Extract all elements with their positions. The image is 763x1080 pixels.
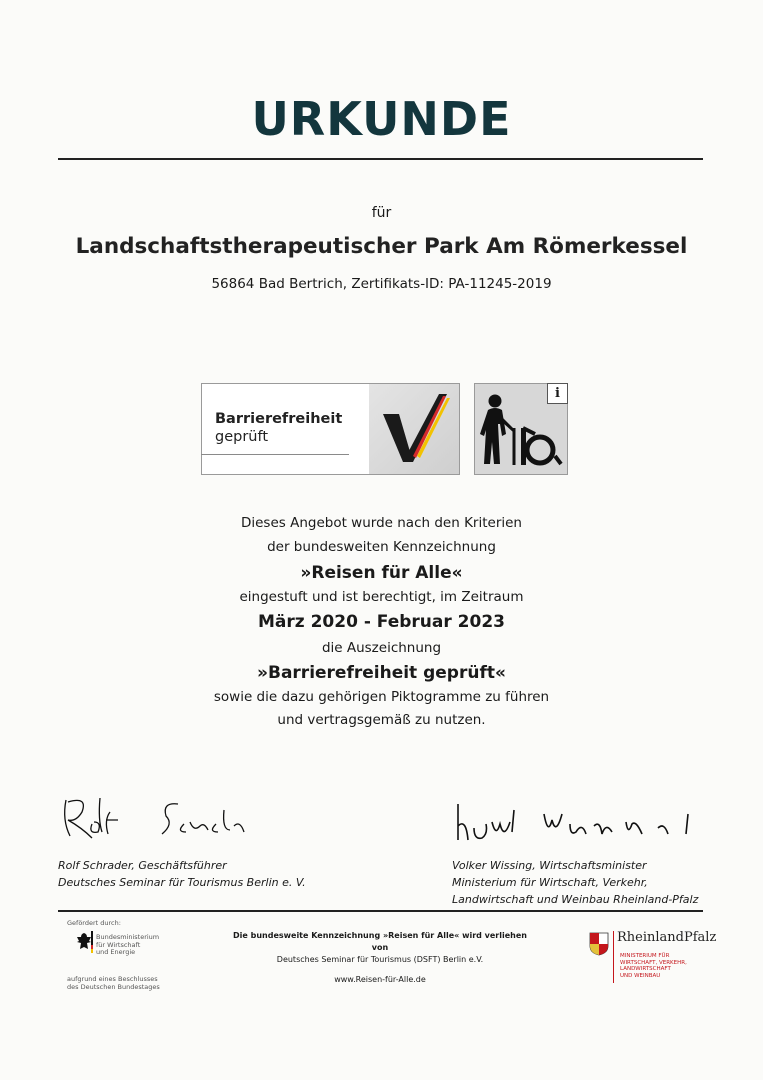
footer-center-line1: Die bundesweite Kennzeichnung »Reisen für Alle« wird verliehen von [233, 931, 527, 952]
check-v-icon [369, 384, 459, 474]
footer-url: www.Reisen-für-Alle.de [334, 975, 426, 984]
signatory-right [452, 857, 698, 908]
label-line1: Barrierefreiheit [215, 411, 343, 427]
label-reisen-fuer-alle: »Reisen für Alle« [300, 563, 463, 583]
for-label: für [371, 205, 392, 221]
flag-gold [91, 949, 93, 953]
rlp-min-line4: UND WEINBAU [620, 972, 661, 979]
body-line-2: der bundesweiten Kennzeichnung [267, 539, 496, 555]
body-line-5: sowie die dazu gehörigen Piktogramme zu führen [213, 689, 550, 705]
bmwi-line2: für Wirtschaft [96, 940, 141, 949]
rlp-ministry-text [620, 953, 687, 979]
footer-center-line2: Deutsches Seminar für Tourismus (DSFT) Berlin e.V. [276, 955, 484, 964]
footer-center-text [230, 930, 530, 986]
rlp-coat-of-arms-icon [589, 932, 609, 960]
signature-right [452, 800, 702, 849]
body-line-3: eingestuft und ist berechtigt, im Zeitraum [239, 589, 524, 605]
validity-period: März 2020 - Februar 2023 [258, 612, 505, 632]
rlp-min-line1: MINISTERIUM FÜR [620, 953, 670, 959]
rlp-logo-name: RheinlandPfalz [617, 930, 717, 945]
address-line: 56864 Bad Bertrich, Zertifikats-ID: PA-11245-2019 [211, 276, 552, 292]
organization-name: Landschaftstherapeutischer Park Am Römerkessel [75, 234, 688, 259]
bmwi-logo-text [96, 934, 159, 957]
signatory-left-name: Rolf Schrader, Geschäftsführer [58, 859, 227, 872]
signatory-right-name: Volker Wissing, Wirtschaftsminister [452, 859, 647, 872]
bmwi-line3: und Energie [96, 948, 136, 956]
signatory-right-org1: Ministerium für Wirtschaft, Verkehr, [452, 876, 648, 889]
rlp-min-line3: LANDWIRTSCHAFT [620, 966, 671, 972]
federal-eagle-icon [76, 931, 92, 957]
label-barrierefreiheit: »Barrierefreiheit geprüft« [257, 663, 506, 683]
signature-left [58, 790, 278, 849]
bundestag-line1: aufgrund eines Beschlusses [67, 975, 158, 983]
body-line-6: und vertragsgemäß zu nutzen. [277, 712, 486, 728]
rlp-divider [613, 931, 614, 983]
body-line-4: die Auszeichnung [321, 640, 442, 656]
label-text [215, 410, 342, 446]
info-icon: i [547, 383, 568, 404]
funded-by-label: Gefördert durch: [67, 919, 121, 927]
rlp-min-line2: WIRTSCHAFT, VERKEHR, [620, 959, 687, 966]
flag-black [91, 931, 93, 945]
body-line-1: Dieses Angebot wurde nach den Kriterien [240, 515, 522, 531]
label-divider [201, 454, 349, 455]
title-rule [58, 158, 703, 160]
certificate-title: URKUNDE [251, 92, 512, 146]
bmwi-line1: Bundesministerium [96, 933, 160, 941]
footer-rule [58, 910, 703, 912]
signatory-left-org: Deutsches Seminar für Tourismus Berlin e. V. [58, 876, 306, 889]
bundestag-line2: des Deutschen Bundestages [67, 982, 160, 991]
signatory-right-org2: Landwirtschaft und Weinbau Rheinland-Pfalz [452, 893, 699, 906]
bundestag-note [67, 976, 160, 991]
label-line2: geprüft [215, 429, 269, 445]
signatory-left [58, 857, 306, 891]
